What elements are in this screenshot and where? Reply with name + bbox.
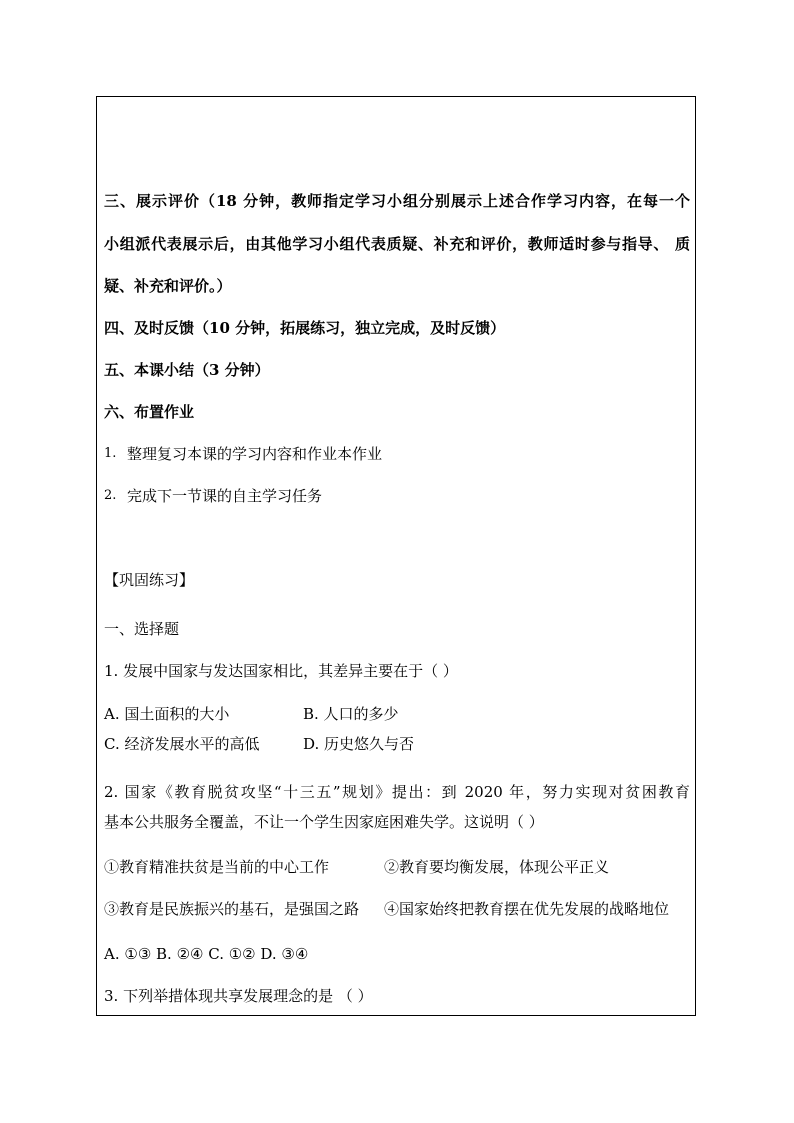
homework-2-text: 完成下一节课的自主学习任务 bbox=[127, 487, 323, 505]
question-2-statement-1: ①教育精准扶贫是当前的中心工作 bbox=[104, 858, 330, 876]
question-2-stem-line-1: 2. 国家《教育脱贫攻坚“十三五”规划》提出：到 2020 年，努力实现对贫困教育 bbox=[104, 783, 690, 801]
question-1-stem: 1. 发展中国家与发达国家相比，其差异主要在于（ ） bbox=[104, 662, 458, 680]
question-2-stem-line-2: 基本公共服务全覆盖，不让一个学生因家庭困难失学。这说明（ ） bbox=[104, 813, 544, 831]
question-1-option-c: C. 经济发展水平的高低 bbox=[104, 735, 260, 753]
section-4: 四、及时反馈（10 分钟，拓展练习，独立完成，及时反馈） bbox=[104, 319, 506, 337]
question-2-options: A. ①③ B. ②④ C. ①② D. ③④ bbox=[104, 945, 309, 963]
homework-2-num: 2. bbox=[104, 488, 117, 503]
section-6: 六、布置作业 bbox=[104, 403, 195, 421]
question-3-stem: 3. 下列举措体现共享发展理念的是 （ ） bbox=[104, 987, 373, 1005]
homework-1-text: 整理复习本课的学习内容和作业本作业 bbox=[127, 445, 383, 463]
section-3-line-3: 疑、补充和评价。） bbox=[104, 277, 232, 295]
question-1-option-b: B. 人口的多少 bbox=[303, 705, 399, 723]
section-3-line-1: 三、展示评价（18 分钟，教师指定学习小组分别展示上述合作学习内容，在每一个 bbox=[104, 192, 690, 210]
question-2-statement-3: ③教育是民族振兴的基石，是强国之路 bbox=[104, 900, 360, 918]
question-1-option-a: A. 国土面积的大小 bbox=[104, 705, 230, 723]
practice-subheading: 一、选择题 bbox=[104, 620, 180, 638]
question-1-option-d: D. 历史悠久与否 bbox=[303, 735, 415, 753]
question-2-statement-2: ②教育要均衡发展，体现公平正义 bbox=[384, 858, 610, 876]
practice-heading: 【巩固练习】 bbox=[104, 571, 195, 589]
homework-1-num: 1. bbox=[104, 446, 117, 461]
section-5: 五、本课小结（3 分钟） bbox=[104, 361, 270, 379]
question-2-statement-4: ④国家始终把教育摆在优先发展的战略地位 bbox=[384, 900, 670, 918]
section-3-line-2: 小组派代表展示后，由其他学习小组代表质疑、补充和评价，教师适时参与指导、 质 bbox=[104, 235, 690, 253]
